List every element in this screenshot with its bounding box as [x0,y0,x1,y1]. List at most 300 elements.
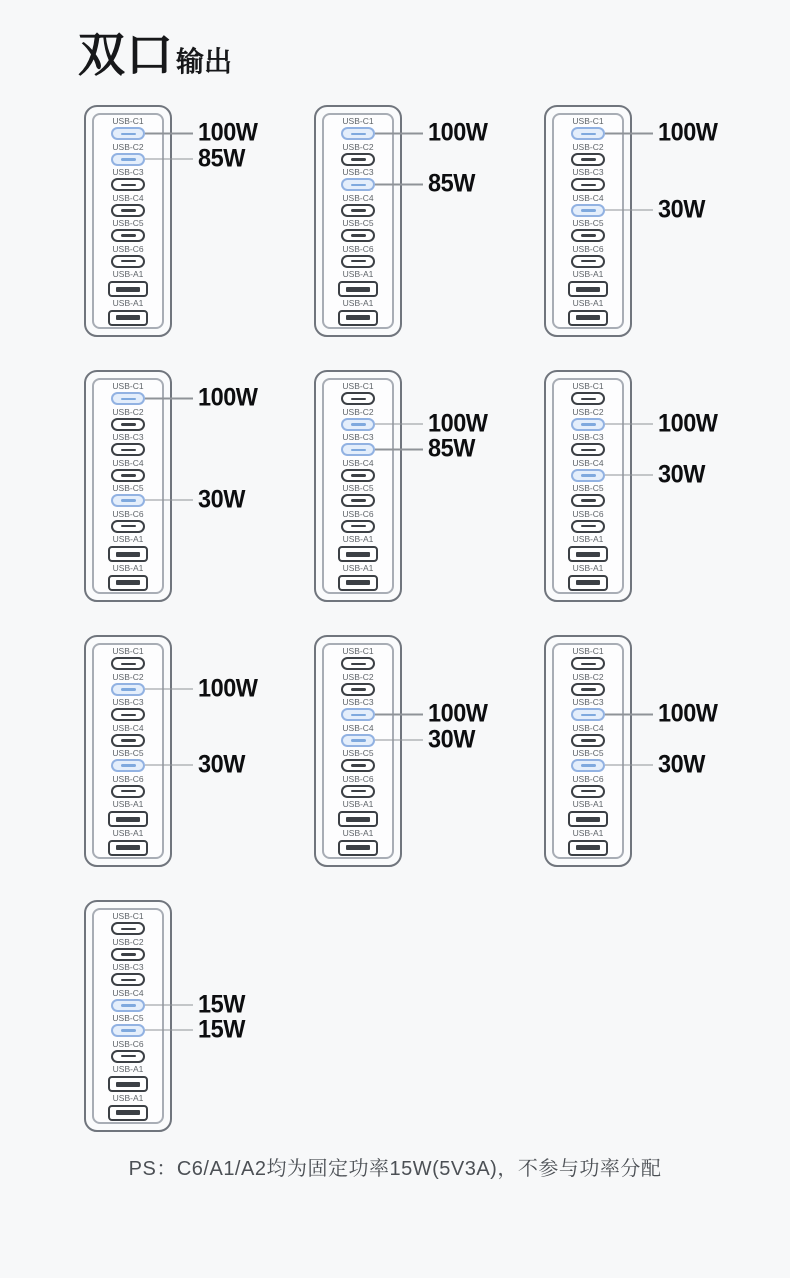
callout-line [145,688,193,690]
callout [375,169,478,198]
usb-c-port-icon [111,255,145,268]
usb-a-port-icon [108,546,148,562]
port-pin [116,1110,140,1115]
port-pin [121,209,136,212]
usb-c-port-icon [341,708,375,721]
port-pin [581,739,596,742]
usb-c-port-icon [341,520,375,533]
port-row-usb-a1-8 [554,563,622,591]
usb-c-port-icon [571,418,605,431]
port-pin [576,817,600,822]
charger-body [314,635,488,867]
callout-line [375,133,423,135]
port-pin [346,552,370,557]
port-row-usb-a1-7 [554,534,622,562]
usb-c-port-icon [571,153,605,166]
usb-c-port-icon [111,469,145,482]
callout [375,434,478,463]
port-pin [121,764,136,767]
port-label: USB-A1 [112,269,144,280]
port-label: USB-C1 [342,381,374,392]
port-pin [351,260,366,263]
port-label: USB-C1 [112,116,144,127]
port-pin [581,209,596,212]
watt-label: 30W [428,725,475,754]
usb-c-port-icon [571,178,605,191]
usb-a-port-icon [338,811,378,827]
usb-a-port-icon [108,811,148,827]
port-pin [116,1082,140,1087]
port-label: USB-A1 [112,827,144,838]
usb-c-port-icon [341,734,375,747]
port-row-usb-c1-1 [324,381,392,406]
port-label: USB-A1 [572,799,604,810]
port-pin [351,714,366,717]
port-pin [351,688,366,691]
watt-label: 100W [428,118,488,147]
port-label: USB-C2 [112,406,144,417]
port-pin [581,688,596,691]
port-pin [351,499,366,502]
port-row-usb-a1-7 [94,534,162,562]
port-pin [581,449,596,452]
port-pin [121,739,136,742]
port-label: USB-C2 [572,406,604,417]
charger-panel [322,643,488,859]
port-label: USB-A1 [342,799,374,810]
port-pin [351,398,366,401]
port-pin [581,790,596,793]
usb-c-port-icon [571,657,605,670]
port-row-usb-a1-7 [324,269,392,297]
charger-body [84,900,245,1132]
port-label: USB-A1 [112,1092,144,1103]
charger-4 [84,370,258,602]
port-pin [121,663,136,666]
usb-c-port-icon [111,204,145,217]
port-label: USB-C4 [342,457,374,468]
port-pin [351,474,366,477]
port-pin [351,739,366,742]
charger-grid [84,105,718,1132]
port-row-usb-a1-7 [554,269,622,297]
callout [375,699,491,728]
port-label: USB-C6 [342,773,374,784]
port-label: USB-A1 [342,534,374,545]
port-label: USB-C1 [572,646,604,657]
usb-a-port-icon [568,281,608,297]
port-label: USB-C2 [342,141,374,152]
port-row-usb-a1-7 [94,799,162,827]
port-pin [351,158,366,161]
callout-line [145,499,193,501]
port-row-usb-a1-8 [94,1093,162,1121]
port-label: USB-C4 [342,192,374,203]
usb-c-port-icon [341,469,375,482]
charger-body [544,370,718,602]
port-label: USB-C2 [112,141,144,152]
port-label: USB-A1 [112,1064,144,1075]
callout [145,992,248,1017]
usb-c-port-icon [111,734,145,747]
port-label: USB-C5 [112,218,144,229]
callout-line [605,474,653,476]
charger-body [84,105,258,337]
port-pin [351,184,366,187]
usb-c-port-icon [571,469,605,482]
port-row-usb-a1-7 [94,269,162,297]
port-label: USB-C3 [112,167,144,178]
port-pin [351,133,366,136]
port-label: USB-C6 [112,773,144,784]
watt-label: 30W [658,750,705,779]
port-pin [576,552,600,557]
port-pin [581,499,596,502]
callout [605,118,721,147]
port-pin [581,423,596,426]
watt-label: 100W [198,383,258,412]
port-pin [581,234,596,237]
port-row-usb-c1-1 [554,646,622,671]
callout [605,411,721,436]
usb-a-port-icon [108,281,148,297]
port-label: USB-A1 [112,799,144,810]
port-label: USB-C5 [112,748,144,759]
port-label: USB-C1 [342,116,374,127]
port-row-usb-c3-3 [554,167,622,192]
usb-c-port-icon [341,418,375,431]
watt-label: 15W [198,1015,245,1044]
port-row-usb-a1-7 [554,799,622,827]
port-pin [351,234,366,237]
usb-c-port-icon [341,759,375,772]
port-row-usb-c6-6 [554,244,622,269]
port-label: USB-A1 [112,562,144,573]
watt-label: 30W [658,195,705,224]
usb-c-port-icon [341,255,375,268]
usb-c-port-icon [341,657,375,670]
usb-c-port-icon [341,204,375,217]
port-pin [121,474,136,477]
callout [145,676,261,701]
callout-line [145,398,193,400]
port-row-usb-a1-7 [324,799,392,827]
charger-body [84,635,258,867]
port-pin [116,845,140,850]
port-pin [351,423,366,426]
port-label: USB-C2 [572,671,604,682]
port-label: USB-C2 [342,406,374,417]
charger-panel [92,378,258,594]
callout-line [145,133,193,135]
charger-panel [322,113,488,329]
port-label: USB-A1 [572,562,604,573]
usb-c-port-icon [111,973,145,986]
port-pin [576,845,600,850]
usb-a-port-icon [568,310,608,326]
usb-c-port-icon [111,759,145,772]
usb-a-port-icon [568,840,608,856]
port-pin [576,315,600,320]
usb-c-port-icon [111,520,145,533]
port-label: USB-C5 [112,483,144,494]
charger-1 [84,105,258,337]
usb-a-port-icon [108,310,148,326]
usb-c-port-icon [571,785,605,798]
port-label: USB-C5 [572,748,604,759]
port-row-usb-c1-1 [554,381,622,406]
port-pin [121,953,136,956]
port-label: USB-A1 [572,534,604,545]
watt-label: 15W [198,990,245,1019]
usb-c-port-icon [111,1050,145,1063]
usb-c-port-icon [571,683,605,696]
port-pin [576,287,600,292]
callout [145,146,248,171]
usb-c-port-icon [571,759,605,772]
usb-c-port-icon [111,999,145,1012]
usb-a-port-icon [108,840,148,856]
usb-c-port-icon [111,785,145,798]
charger-panel [322,378,488,594]
watt-label: 100W [658,699,718,728]
port-row-usb-c3-3 [94,432,162,457]
callout-line [605,764,653,766]
callout-line [375,184,423,186]
watt-label: 85W [428,434,475,463]
port-row-usb-c1-1 [324,646,392,671]
port-label: USB-C5 [572,218,604,229]
usb-a-port-icon [568,575,608,591]
usb-c-port-icon [571,443,605,456]
usb-c-port-icon [571,520,605,533]
port-pin [121,499,136,502]
port-pin [581,133,596,136]
usb-c-port-icon [111,922,145,935]
watt-label: 30W [198,750,245,779]
port-row-usb-a1-8 [324,298,392,326]
usb-c-port-icon [111,1024,145,1037]
port-label: USB-C5 [342,483,374,494]
callout [375,727,478,752]
usb-c-port-icon [341,392,375,405]
callout-line [605,133,653,135]
port-label: USB-A1 [572,269,604,280]
watt-label: 100W [658,409,718,438]
port-label: USB-C3 [342,167,374,178]
callout [145,383,261,412]
port-pin [346,845,370,850]
port-pin [581,398,596,401]
port-label: USB-C3 [572,432,604,443]
callout-line [145,158,193,160]
callout [375,118,491,147]
port-pin [581,714,596,717]
port-pin [121,133,136,136]
port-pin [116,580,140,585]
usb-c-port-icon [571,229,605,242]
port-label: USB-C3 [572,167,604,178]
port-label: USB-A1 [112,534,144,545]
usb-c-port-icon [111,443,145,456]
usb-c-port-icon [571,204,605,217]
usb-c-port-icon [111,418,145,431]
port-label: USB-C1 [572,116,604,127]
port-label: USB-C4 [572,192,604,203]
port-label: USB-C3 [572,697,604,708]
usb-a-port-icon [568,546,608,562]
page-title-sub: 输出 [176,46,233,77]
port-pin [121,260,136,263]
charger-panel [92,643,258,859]
port-row-usb-c2-2 [94,937,162,962]
usb-c-port-icon [341,153,375,166]
port-pin [121,928,136,931]
usb-c-port-icon [111,153,145,166]
port-row-usb-c6-6 [554,509,622,534]
page-title [78,18,232,85]
port-label: USB-C1 [112,381,144,392]
port-label: USB-C4 [112,722,144,733]
port-row-usb-a1-8 [554,828,622,856]
charger-body [314,105,488,337]
usb-c-port-icon [341,443,375,456]
usb-c-port-icon [341,683,375,696]
port-label: USB-C6 [112,1038,144,1049]
port-pin [116,552,140,557]
charger-body [314,370,488,602]
port-pin [121,449,136,452]
watt-label: 100W [658,118,718,147]
port-label: USB-C5 [572,483,604,494]
usb-c-port-icon [341,229,375,242]
port-row-usb-c5-5 [324,218,392,243]
callout [605,699,721,728]
port-pin [576,580,600,585]
port-label: USB-A1 [572,827,604,838]
port-pin [121,398,136,401]
port-row-usb-a1-8 [94,563,162,591]
usb-c-port-icon [341,127,375,140]
port-label: USB-A1 [342,297,374,308]
callout-line [605,209,653,211]
port-label: USB-C1 [342,646,374,657]
callout-line [145,1004,193,1006]
usb-a-port-icon [338,281,378,297]
port-label: USB-C3 [112,962,144,973]
page-title-main: 双口 [78,28,174,81]
usb-c-port-icon [571,392,605,405]
usb-a-port-icon [338,575,378,591]
port-label: USB-C4 [112,987,144,998]
port-pin [121,423,136,426]
port-row-usb-c2-2 [324,672,392,697]
charger-panel [552,643,718,859]
port-label: USB-C6 [342,243,374,254]
port-pin [581,474,596,477]
usb-c-port-icon [571,708,605,721]
callout-line [375,739,423,741]
port-label: USB-C2 [572,141,604,152]
callout-line [375,714,423,716]
usb-c-port-icon [111,229,145,242]
port-row-usb-c5-5 [94,218,162,243]
usb-a-port-icon [338,310,378,326]
usb-c-port-icon [111,127,145,140]
port-pin [116,817,140,822]
port-pin [121,158,136,161]
port-label: USB-C6 [112,243,144,254]
port-pin [581,158,596,161]
charger-8 [314,635,488,867]
usb-a-port-icon [108,575,148,591]
port-pin [121,525,136,528]
charger-panel [92,908,245,1124]
port-label: USB-A1 [342,827,374,838]
port-pin [121,1029,136,1032]
port-row-usb-a1-7 [324,534,392,562]
usb-c-port-icon [111,708,145,721]
usb-c-port-icon [571,494,605,507]
charger-3 [544,105,718,337]
charger-5 [314,370,488,602]
usb-c-port-icon [111,683,145,696]
port-row-usb-c6-6 [324,774,392,799]
usb-c-port-icon [111,392,145,405]
callout [605,197,708,222]
charger-7 [84,635,258,867]
watt-label: 100W [428,699,488,728]
port-label: USB-C5 [342,218,374,229]
charger-10 [84,900,245,1132]
port-pin [121,1055,136,1058]
usb-c-port-icon [571,734,605,747]
port-label: USB-C6 [342,508,374,519]
callout-line [375,449,423,451]
port-pin [581,764,596,767]
port-pin [121,184,136,187]
port-row-usb-a1-8 [554,298,622,326]
port-label: USB-C3 [342,432,374,443]
port-row-usb-c1-1 [94,911,162,936]
charger-panel [552,378,718,594]
callout-line [375,423,423,425]
callout [145,118,261,147]
port-pin [346,287,370,292]
port-label: USB-C3 [342,697,374,708]
port-row-usb-c4-4 [94,723,162,748]
port-label: USB-A1 [572,297,604,308]
port-label: USB-A1 [112,297,144,308]
port-row-usb-c6-6 [94,244,162,269]
port-label: USB-C4 [572,457,604,468]
port-label: USB-C4 [572,722,604,733]
port-pin [581,184,596,187]
port-pin [581,663,596,666]
port-pin [581,525,596,528]
port-label: USB-C2 [112,936,144,947]
port-label: USB-C5 [342,748,374,759]
usb-a-port-icon [108,1076,148,1092]
port-pin [121,979,136,982]
callout [145,1015,248,1044]
port-row-usb-c3-3 [94,962,162,987]
port-row-usb-a1-8 [324,828,392,856]
callout-line [145,764,193,766]
port-label: USB-C3 [112,697,144,708]
charger-panel [92,113,258,329]
port-pin [351,209,366,212]
